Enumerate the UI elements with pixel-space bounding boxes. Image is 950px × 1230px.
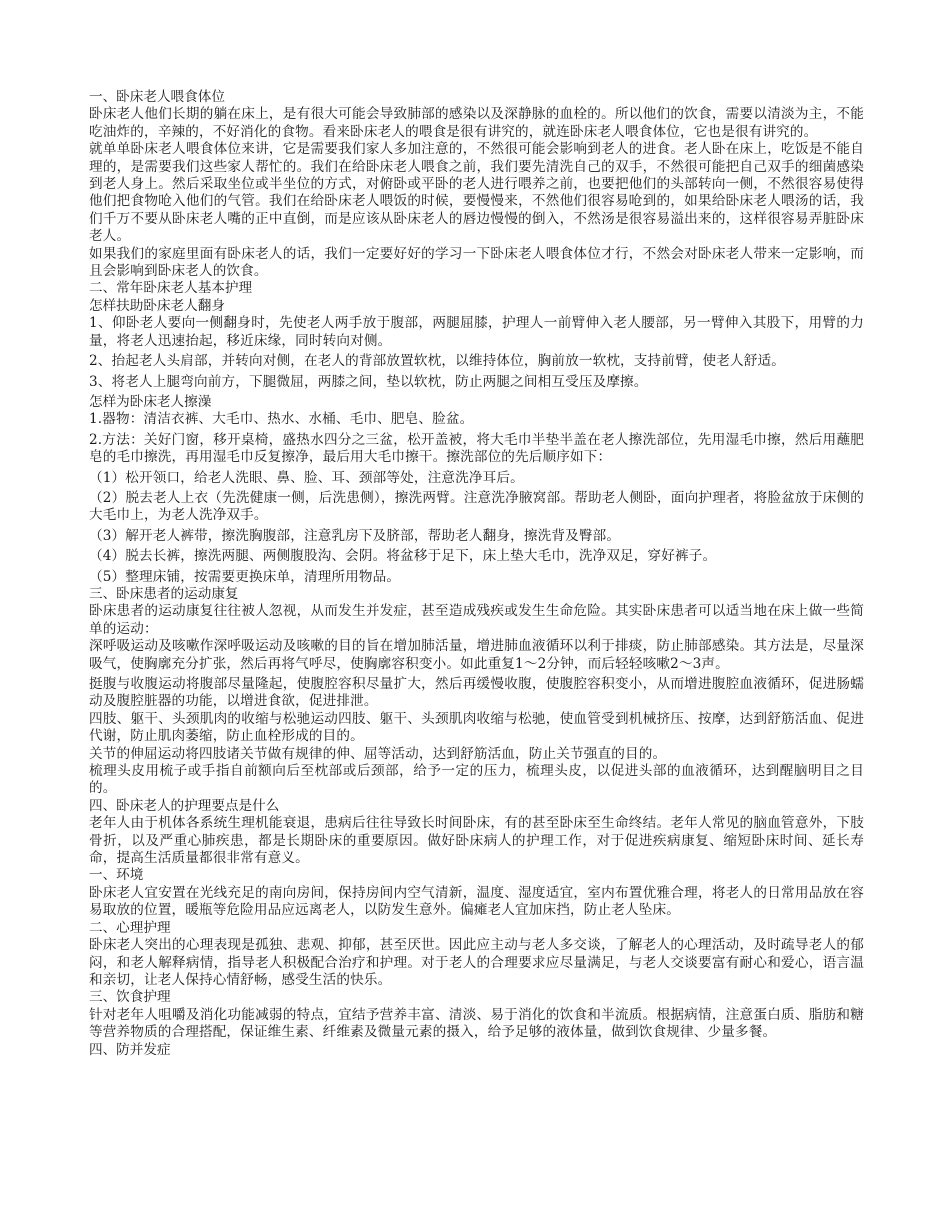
document-body: [89, 89, 864, 1059]
paragraph: 关节的伸屈运动将四肢诸关节做有规律的伸、屈等活动，达到舒筋活血，防止关节强直的目的。: [89, 745, 667, 762]
subsection-heading: 一、环境: [89, 867, 144, 884]
list-item: 2、抬起老人头肩部，并转向对侧，在老人的背部放置软枕，以维持体位，胸前放一软枕，支持前臂，使老人舒适。: [89, 353, 785, 370]
subsection-heading: 四、防并发症: [89, 1041, 171, 1058]
section-heading: 二、常年卧床老人基本护理: [89, 280, 253, 297]
list-item: 1.器物：清洁衣裤、大毛巾、热水、水桶、毛巾、肥皂、脸盆。: [89, 411, 474, 428]
paragraph: 卧床患者的运动康复往往被人忽视，从而发生并发症，甚至造成残疾或发生生命危险。其实卧床患者可以适当地在床上做一些简单的运动：: [89, 603, 864, 637]
paragraph: 就单单卧床老人喂食体位来讲，它是需要我们家人多加注意的，不然很可能会影响到老人的进食。老人卧在床上，吃饭是不能自理的，是需要我们这些家人帮忙的。我们在给卧床老人喂食之前，我们要先清洗自己的双手，不然很可能把自己双手的细菌感染到老人身上。然后采取坐位或半坐位的方式，对俯卧或平卧的老人进行喂养之前，也要把他们的头部转向一侧，不然很容易使得他们把食物呛入他们的气管。我们在给卧床老人喂饭的时候，要慢慢来，不然他们很容易呛到的，如果给卧床老人喂汤的话，我们千万不要从卧床老人嘴的正中直倒，而是应该从卧床老人的唇边慢慢的倒入，不然汤是很容易溢出来的，这样很容易弄脏卧床老人。: [89, 141, 864, 245]
list-item: 2.方法：关好门窗，移开桌椅，盛热水四分之三盆，松开盖被，将大毛巾半垫半盖在老人擦洗部位，先用湿毛巾擦，然后用蘸肥皂的毛巾擦洗，再用湿毛巾反复擦净，最后用大毛巾擦干。擦洗部位的先后顺序如下：: [89, 431, 864, 466]
paragraph: 四肢、躯干、头颈肌肉的收缩与松驰运动四肢、躯干、头颈肌肉收缩与松驰，使血管受到机械挤压、按摩，达到舒筋活血、促进代谢，防止肌肉萎缩，防止血栓形成的目的。: [89, 710, 864, 745]
paragraph: 深呼吸运动及咳嗽作深呼吸运动及咳嗽的目的旨在增加肺活量，增进肺血液循环以利于排痰，防止肺部感染。其方法是，尽量深吸气，使胸廓充分扩张，然后再将气呼尽，使胸廓容积变小。如此重复1～2分钟，而后轻轻咳嗽2～3声。: [89, 638, 864, 672]
paragraph: 梳理头皮用梳子或手指自前额向后至枕部或后颈部，给予一定的压力，梳理头皮，以促进头部的血液循环，达到醒脑明目之目的。: [89, 763, 864, 797]
paragraph: 如果我们的家庭里面有卧床老人的话，我们一定要好好的学习一下卧床老人喂食体位才行，不然会对卧床老人带来一定影响，而且会影响到卧床老人的饮食。: [89, 245, 864, 280]
list-item: （2）脱去老人上衣（先洗健康一侧，后洗患侧），擦洗两臂。注意洗净腋窝部。帮助老人侧卧，面向护理者，将脸盆放于床侧的大毛巾上，为老人洗净双手。: [89, 489, 864, 524]
paragraph: 老年人由于机体各系统生理机能衰退，患病后往往导致长时间卧床，有的甚至卧床至生命终结。老年人常见的脑血管意外，下肢骨折，以及严重心肺疾患，都是长期卧床的重要原因。做好卧床病人的护理工作，对于促进疾病康复、缩短卧床时间、延长寿命，提高生活质量都很非常有意义。: [89, 815, 864, 867]
paragraph: 针对老年人咀嚼及消化功能减弱的特点，宜结予营养丰富、清淡、易于消化的饮食和半流质。根据病情，注意蛋白质、脂肪和糖等营养物质的合理搭配，保证维生素、纤维素及微量元素的摄入，给予足够的液体量，做到饮食规律、少量多餐。: [89, 1006, 864, 1041]
paragraph: 卧床老人突出的心理表现是孤独、悲观、抑郁，甚至厌世。因此应主动与老人多交谈，了解老人的心理活动，及时疏导老人的郁闷，和老人解释病情，指导老人积极配合治疗和护理。对于老人的合理要求应尽量满足，与老人交谈要富有耐心和爱心，语言温和亲切，让老人保持心情舒畅，感受生活的快乐。: [89, 937, 864, 988]
subsection-heading: 三、饮食护理: [89, 989, 171, 1006]
section-heading: 一、卧床老人喂食体位: [89, 89, 225, 105]
list-item: 1、仰卧老人要向一侧翻身时，先使老人两手放于腹部，两腿屈膝，护理人一前臂伸入老人腰部，另一臂伸入其股下，用臂的力量，将老人迅速抬起，移近床缘，同时转向对侧。: [89, 315, 864, 349]
list-item: （3）解开老人裤带，擦洗胸腹部，注意乳房下及脐部，帮助老人翻身，擦洗背及臀部。: [89, 527, 621, 544]
paragraph: 卧床老人他们长期的躺在床上，是有很大可能会导致肺部的感染以及深静脉的血栓的。所以他们的饮食，需要以清淡为主，不能吃油炸的，辛辣的，不好消化的食物。看来卧床老人的喂食是很有讲究的，就连卧床老人喂食体位，它也是很有讲究的。: [89, 106, 864, 140]
list-item: （1）松开领口，给老人洗眼、鼻、脸、耳、颈部等处，注意洗净耳后。: [89, 469, 524, 486]
list-item: （5）整理床铺，按需要更换床单，清理所用物品。: [89, 568, 401, 585]
subsection-heading: 怎样扶助卧床老人翻身: [89, 297, 225, 314]
subsection-heading: 二、心理护理: [89, 919, 171, 936]
list-item: 3、将老人上腿弯向前方，下腿微屈，两膝之间，垫以软枕，防止两腿之间相互受压及摩擦。: [89, 373, 648, 390]
paragraph: 卧床老人宜安置在光线充足的南向房间，保持房间内空气清新，温度、湿度适宜，室内布置优雅合理，将老人的日常用品放在容易取放的位置，暖瓶等危险用品应远离老人，以防发生意外。偏瘫老人宜加床挡，防止老人坠床。: [89, 884, 864, 919]
subsection-heading: 怎样为卧床老人擦澡: [89, 393, 212, 410]
list-item: （4）脱去长裤，擦洗两腿、两侧腹股沟、会阴。将盆移于足下，床上垫大毛巾，洗净双足，穿好裤子。: [89, 548, 717, 565]
section-heading: 四、卧床老人的护理要点是什么: [89, 797, 280, 814]
section-heading: 三、卧床患者的运动康复: [89, 585, 239, 602]
paragraph: 挺腹与收腹运动将腹部尽量隆起，使腹腔容积尽量扩大，然后再缓慢收腹，使腹腔容积变小，从而增进腹腔血液循环，促进肠蠕动及腹腔脏器的功能，以增进食欲，促进排泄。: [89, 676, 864, 710]
